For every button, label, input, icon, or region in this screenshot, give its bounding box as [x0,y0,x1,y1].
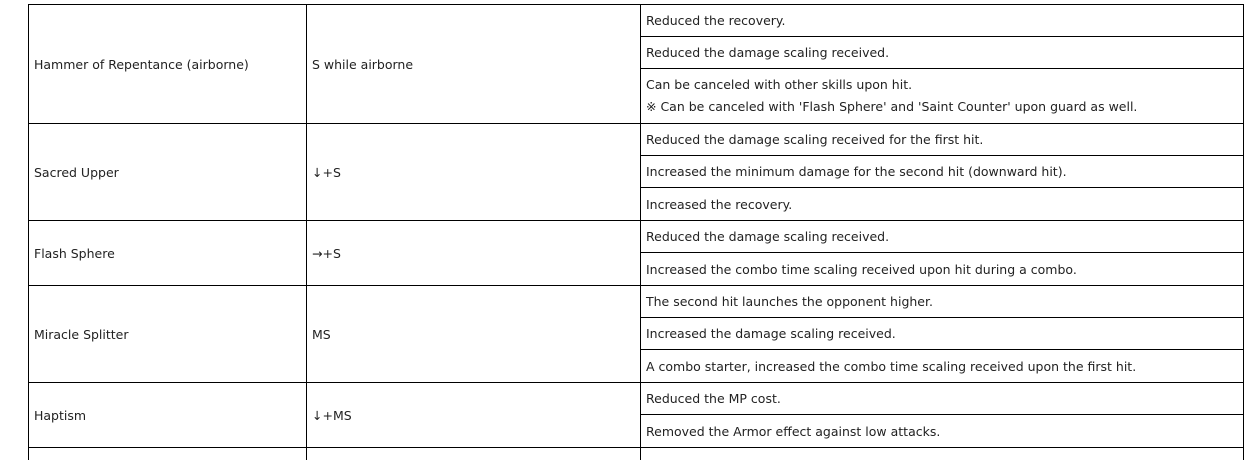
skill-command-cell: ↓+MS [307,383,641,447]
change-item [641,188,1243,220]
change-text: Removed the Armor effect against low attacks. [646,423,941,439]
change-item [641,286,1243,318]
skill-name-cell: Sacred Upper [29,124,307,220]
change-item [641,350,1243,382]
change-text: Reduced the damage scaling received. [646,45,890,60]
skill-changes-cell [641,5,1244,123]
skill-changes-cell [641,286,1244,382]
empty-cell [29,448,307,460]
change-text: Reduced the recovery. [646,13,786,28]
skill-changes-cell [641,124,1244,220]
table-row-partial [29,448,1244,460]
skill-command-cell: S while airborne [307,5,641,123]
change-text: Increased the recovery. [646,196,793,212]
change-item [641,383,1243,415]
change-item [641,37,1243,69]
change-text: Increased the damage scaling received. [646,326,896,341]
change-item [641,221,1243,253]
change-text: Increased the minimum damage for the second hit (downward hit). [646,164,1067,179]
table-row [29,383,1244,448]
skill-name-cell: Miracle Splitter [29,286,307,382]
change-text: The second hit launches the opponent higher. [646,294,933,309]
empty-cell [641,448,1244,460]
skill-command-cell: ↓+S [307,124,641,220]
change-text: A combo starter, increased the combo time scaling received upon the first hit. [646,358,1137,374]
change-item [641,318,1243,350]
change-text: Can be canceled with other skills upon hit. [646,77,913,92]
table-row [29,221,1244,286]
skill-name-cell: Flash Sphere [29,221,307,285]
change-text: Reduced the damage scaling received. [646,229,890,244]
empty-cell [307,448,641,460]
change-item [641,415,1243,447]
table-row [29,286,1244,383]
skill-command-cell: MS [307,286,641,382]
skill-name-cell: Haptism [29,383,307,447]
skill-changes-table [28,4,1244,460]
change-item [641,156,1243,188]
change-item [641,5,1243,37]
change-text: Increased the combo time scaling received upon hit during a combo. [646,261,1077,277]
change-item [641,253,1243,285]
skill-changes-cell [641,383,1244,447]
change-note: ※ Can be canceled with 'Flash Sphere' and 'Saint Counter' upon guard as well. [646,99,1138,114]
skill-changes-cell [641,221,1244,285]
change-text: Reduced the damage scaling received for the first hit. [646,132,984,147]
change-text: Reduced the MP cost. [646,391,781,406]
table-row [29,124,1244,221]
change-item [641,69,1243,123]
change-item [641,124,1243,156]
table-row [29,5,1244,124]
skill-name-cell: Hammer of Repentance (airborne) [29,5,307,123]
skill-command-cell: →+S [307,221,641,285]
